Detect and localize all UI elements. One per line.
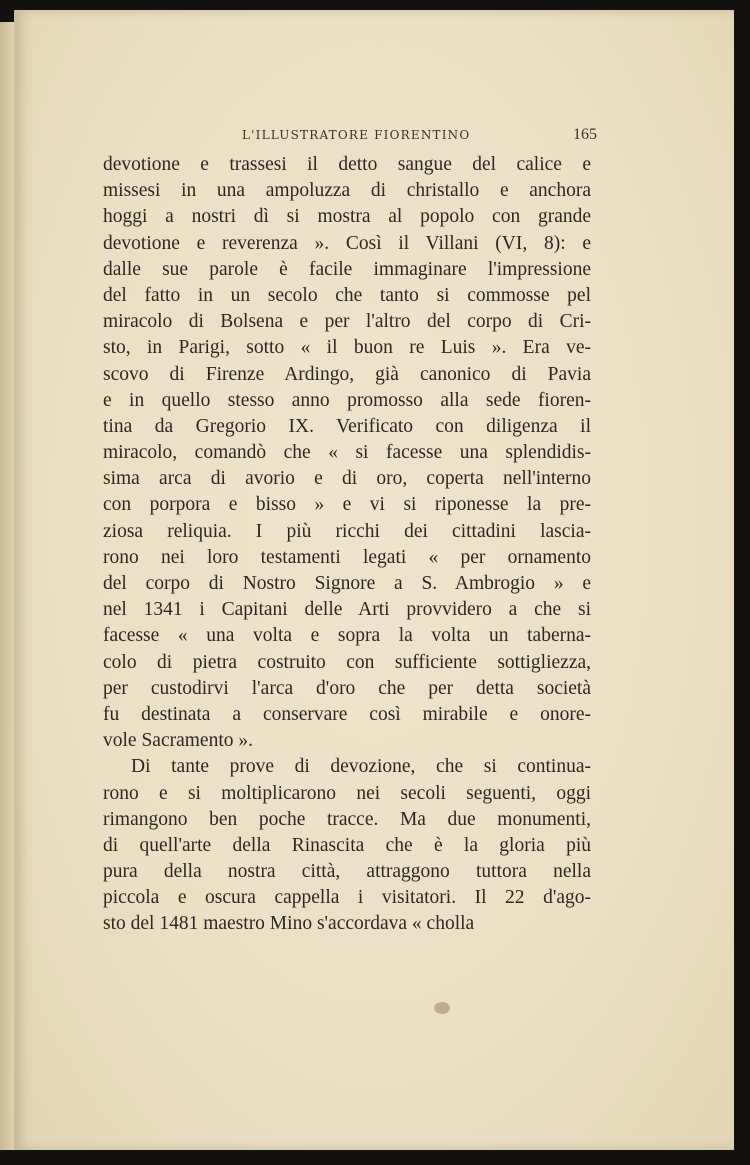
text-line: miracolo, comandò che « si facesse una splendidis- [103, 442, 591, 464]
text-line: scovo di Firenze Ardingo, già canonico di Pavia [103, 363, 591, 385]
text-line: Di tante prove di devozione, che si continua- [131, 756, 591, 778]
text-line: rono nei loro testamenti legati « per ornamento [103, 546, 591, 568]
text-line: sima arca di avorio e di oro, coperta nell'interno [103, 468, 591, 490]
text-line: per custodirvi l'arca d'oro che per detta società [103, 677, 591, 699]
page-number: 165 [573, 126, 597, 143]
running-title: L'ILLUSTRATORE FIORENTINO [242, 128, 471, 142]
text-line: missesi in una ampoluzza di christallo e anchora [103, 180, 591, 202]
text-line: piccola e oscura cappella i visitatori. Il 22 d'ago- [103, 887, 591, 909]
text-line: del fatto in un secolo che tanto si commosse pel [103, 284, 591, 306]
text-line: facesse « una volta e sopra la volta un taberna- [103, 625, 591, 647]
text-line: nel 1341 i Capitani delle Arti provvidero a che si [103, 599, 591, 621]
text-line: del corpo di Nostro Signore a S. Ambrogio » e [103, 573, 591, 594]
text-line: hoggi a nostri dì si mostra al popolo con grande [103, 206, 591, 228]
text-line: vole Sacramento ». [103, 730, 253, 752]
text-line: miracolo di Bolsena e per l'altro del corpo di Cri- [103, 311, 591, 333]
text-line: rimangono ben poche tracce. Ma due monumenti, [103, 808, 591, 830]
text-line: sto del 1481 maestro Mino s'accordava « cholla [103, 913, 475, 935]
text-line: devotione e reverenza ». Così il Villani (VI, 8): e [103, 232, 591, 254]
text-line: devotione e trassesi il detto sangue del calice e [103, 154, 591, 175]
text-line: dalle sue parole è facile immaginare l'impressione [103, 258, 591, 280]
text-line: di quell'arte della Rinascita che è la gloria più [103, 834, 591, 856]
text-line: sto, in Parigi, sotto « il buon re Luis ». Era ve- [103, 337, 591, 359]
text-line: con porpora e bisso » e vi si riponesse la pre- [103, 494, 591, 516]
text-line: fu destinata a conservare così mirabile e onore- [103, 703, 591, 725]
text-line: pura della nostra città, attraggono tuttora nella [103, 861, 591, 883]
text-line: ziosa reliquia. I più ricchi dei cittadini lascia- [103, 520, 591, 542]
text-line: e in quello stesso anno promosso alla sede fioren- [103, 389, 591, 411]
paper-stain [434, 1002, 450, 1014]
text-line: rono e si moltiplicarono nei secoli seguenti, oggi [103, 782, 591, 804]
body-text [103, 152, 591, 938]
text-line: tina da Gregorio IX. Verificato con diligenza il [103, 415, 591, 437]
text-line: colo di pietra costruito con sufficiente sottigliezza, [103, 651, 591, 673]
